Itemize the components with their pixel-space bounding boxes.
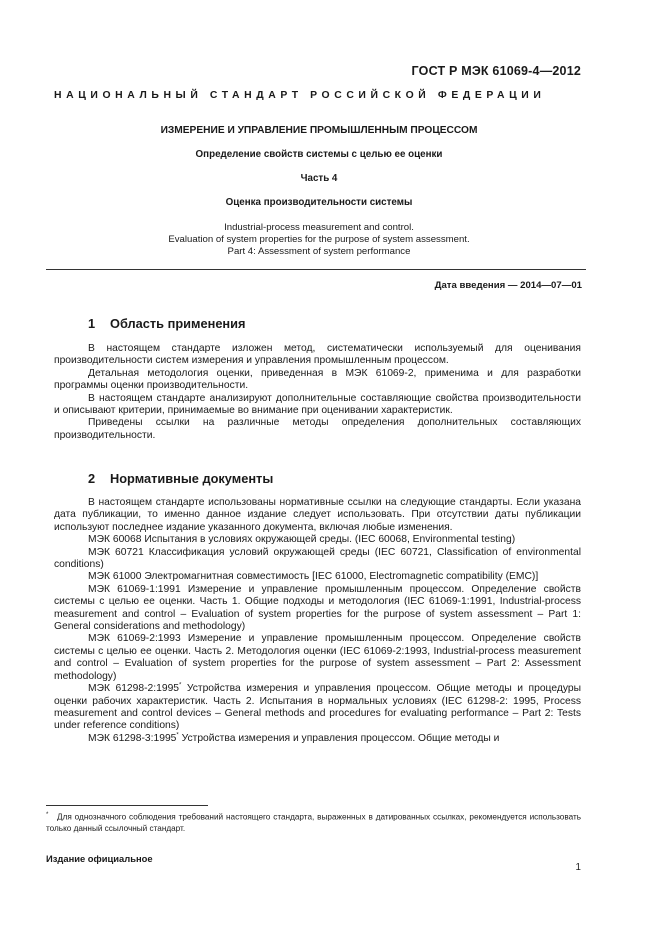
reference-code: МЭК 61298-3:1995 [88, 732, 177, 744]
section-2-title: Нормативные документы [110, 471, 274, 486]
national-standard-line: НАЦИОНАЛЬНЫЙ СТАНДАРТ РОССИЙСКОЙ ФЕДЕРАЦИИ [54, 90, 546, 101]
paragraph: В настоящем стандарте изложен метод, систематически используемый для оценивания производительности систем измерения и управления промышленным процессом. [54, 343, 581, 367]
section-2-body [54, 497, 581, 745]
footnote [46, 810, 581, 834]
reference-item: МЭК 60068 Испытания в условиях окружающей среды. (IEC 60068, Environmental testing) [88, 534, 516, 546]
footnote-divider [46, 805, 208, 806]
english-title-line-1: Industrial-process measurement and control. [224, 222, 414, 233]
reference-text: Устройства измерения и управления процессом. Общие методы и [178, 732, 500, 744]
reference-item [54, 733, 581, 745]
reference-code: МЭК 61298-2:1995 [88, 683, 180, 695]
footnote-mark: * [176, 732, 179, 739]
reference-item [54, 683, 581, 733]
section-2-number: 2 [88, 471, 96, 486]
reference-item: МЭК 61000 Электромагнитная совместимость [IEC 61000, Electromagnetic compatibility (EMC)] [88, 571, 539, 583]
page-number: 1 [575, 862, 581, 873]
reference-item: МЭК 61069-2:1993 Измерение и управление промышленным процессом. Определение свойств системы с целью ее оценки. Часть 2. Методология оценки (IEC 61069-2:1993, Industrial-process measurement and control – Evaluation of system properties for the purpose of system assessment – Part 2: Assessment methodology) [54, 633, 581, 682]
section-1-number: 1 [88, 316, 96, 331]
paragraph: Приведены ссылки на различные методы определения дополнительных составляющих производительности. [54, 417, 581, 441]
paragraph: В настоящем стандарте использованы нормативные ссылки на следующие стандарты. Если указана дата публикации, то именно данное издание следует использовать. При отсутствии даты публикации используют последнее издание указанного документа, включая любые изменения. [54, 497, 581, 533]
reference-item: МЭК 60721 Классификация условий окружающей среды (IEC 60721, Classification of environmental conditions) [54, 546, 581, 571]
reference-item: МЭК 61069-1:1991 Измерение и управление промышленным процессом. Определение свойств системы с целью ее оценки. Часть 1. Общие подходы и методология (IEC 61069-1:1991, Industrial-process measurement and control – Evaluation of system properties for the purpose of system assessment – Part 1: General considerations and methodology) [54, 583, 581, 633]
footnote-text: Для однозначного соблюдения требований настоящего стандарта, выраженных в датированных ссылках, рекомендуется использовать только данный ссылочный стандарт. [46, 812, 581, 833]
official-edition-label: Издание официальное [46, 853, 153, 864]
part-title: Оценка производительности системы [225, 197, 413, 208]
section-1-heading [88, 316, 246, 331]
english-title-line-2: Evaluation of system properties for the purpose of system assessment. [168, 234, 470, 245]
section-1-title: Область применения [110, 316, 246, 331]
document-part: Часть 4 [300, 173, 338, 184]
introduction-date: Дата введения — 2014—07—01 [434, 280, 582, 291]
standard-number: ГОСТ Р МЭК 61069-4—2012 [411, 64, 581, 78]
document-subtitle: Определение свойств системы с целью ее оценки [195, 149, 443, 160]
footnote-mark: * [46, 812, 49, 818]
reference-text: Устройства измерения и управления процессом. Общие методы и процедуры оценки рабочих характеристик. Часть 2. Испытания в нормальных условиях (IEC 61298-2: 1995, Process measurement and control devices – General methods and procedures for evaluating performance – Part 2: Tests under reference conditions) [54, 683, 581, 732]
title-divider [46, 269, 586, 270]
section-2-heading [88, 471, 273, 486]
paragraph: Детальная методология оценки, приведенная в МЭК 61069-2, применима и для разработки программы оценки производительности. [54, 367, 581, 392]
document-title: ИЗМЕРЕНИЕ И УПРАВЛЕНИЕ ПРОМЫШЛЕННЫМ ПРОЦЕССОМ [160, 125, 478, 136]
english-title-line-3: Part 4: Assessment of system performance [227, 246, 411, 257]
paragraph: В настоящем стандарте анализируют дополнительные составляющие свойства производительности и описывают критерии, принимаемые во внимание при оценивании характеристик. [54, 392, 581, 417]
footnote-mark: * [179, 682, 182, 689]
section-1-body [54, 343, 581, 442]
